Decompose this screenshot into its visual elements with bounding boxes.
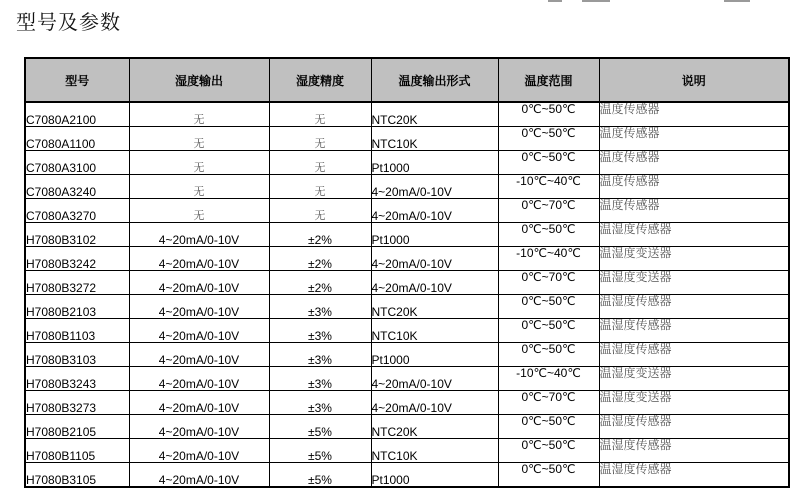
header-humidity-accuracy: 湿度精度: [269, 58, 371, 102]
cell-humidity-output: 4~20mA/0-10V: [129, 439, 269, 463]
cell-humidity-accuracy: ±2%: [269, 223, 371, 247]
cell-description: 温湿度传感器: [599, 319, 789, 343]
cell-temperature-output: NTC20K: [371, 295, 498, 319]
cell-humidity-output: 4~20mA/0-10V: [129, 367, 269, 391]
cell-model: H7080B3242: [25, 247, 129, 271]
cell-model: H7080B3272: [25, 271, 129, 295]
header-temperature-range: 温度范围: [498, 58, 599, 102]
cell-humidity-output: 4~20mA/0-10V: [129, 415, 269, 439]
cell-temperature-output: 4~20mA/0-10V: [371, 199, 498, 223]
cell-temperature-range: 0℃~70℃: [498, 199, 599, 223]
header-temperature-output: 温度输出形式: [371, 58, 498, 102]
cell-temperature-range: 0℃~50℃: [498, 223, 599, 247]
cell-description: 温湿度传感器: [599, 223, 789, 247]
table-row: [25, 247, 789, 271]
cell-temperature-range: 0℃~70℃: [498, 271, 599, 295]
cell-model: C7080A3100: [25, 151, 129, 175]
table-row: [25, 102, 789, 127]
cell-humidity-accuracy: 无: [269, 175, 371, 199]
cell-temperature-output: 4~20mA/0-10V: [371, 175, 498, 199]
cell-model: C7080A3240: [25, 175, 129, 199]
cell-humidity-output: 4~20mA/0-10V: [129, 223, 269, 247]
cell-description: 温湿度传感器: [599, 343, 789, 367]
cell-humidity-accuracy: 无: [269, 151, 371, 175]
cell-temperature-output: 4~20mA/0-10V: [371, 271, 498, 295]
table-row: [25, 223, 789, 247]
cell-temperature-output: NTC10K: [371, 319, 498, 343]
spec-table: [24, 57, 790, 488]
cell-humidity-output: 无: [129, 151, 269, 175]
cell-temperature-output: Pt1000: [371, 463, 498, 488]
header-description: 说明: [599, 58, 789, 102]
table-row: [25, 127, 789, 151]
table-row: [25, 463, 789, 488]
page-title: 型号及参数: [16, 10, 121, 34]
header-humidity-output: 湿度输出: [129, 58, 269, 102]
cell-humidity-output: 无: [129, 127, 269, 151]
table-row: [25, 415, 789, 439]
cell-temperature-output: 4~20mA/0-10V: [371, 367, 498, 391]
cell-humidity-accuracy: ±3%: [269, 295, 371, 319]
cell-model: H7080B1105: [25, 439, 129, 463]
cell-model: H7080B2105: [25, 415, 129, 439]
cell-temperature-range: 0℃~50℃: [498, 102, 599, 127]
table-row: [25, 295, 789, 319]
cell-humidity-accuracy: ±5%: [269, 415, 371, 439]
cell-model: H7080B3105: [25, 463, 129, 488]
cell-model: H7080B3273: [25, 391, 129, 415]
cell-description: 温度传感器: [599, 127, 789, 151]
table-row: [25, 391, 789, 415]
cell-humidity-output: 无: [129, 175, 269, 199]
cell-humidity-output: 4~20mA/0-10V: [129, 319, 269, 343]
table-row: [25, 319, 789, 343]
cell-temperature-range: 0℃~50℃: [498, 415, 599, 439]
cell-description: 温湿度变送器: [599, 367, 789, 391]
cell-model: H7080B3102: [25, 223, 129, 247]
cell-temperature-range: 0℃~50℃: [498, 127, 599, 151]
cell-humidity-accuracy: ±3%: [269, 343, 371, 367]
cell-humidity-accuracy: 无: [269, 199, 371, 223]
cell-temperature-output: Pt1000: [371, 151, 498, 175]
cell-temperature-range: -10℃~40℃: [498, 247, 599, 271]
cell-humidity-accuracy: ±3%: [269, 391, 371, 415]
cell-temperature-range: 0℃~50℃: [498, 439, 599, 463]
table-row: [25, 151, 789, 175]
cell-temperature-range: -10℃~40℃: [498, 367, 599, 391]
cell-model: H7080B1103: [25, 319, 129, 343]
cell-humidity-output: 无: [129, 199, 269, 223]
cell-humidity-output: 4~20mA/0-10V: [129, 271, 269, 295]
cell-humidity-output: 无: [129, 102, 269, 127]
table-header-row: [25, 58, 789, 102]
cell-temperature-output: Pt1000: [371, 343, 498, 367]
cell-temperature-output: Pt1000: [371, 223, 498, 247]
cell-description: 温度传感器: [599, 102, 789, 127]
table-row: [25, 199, 789, 223]
cell-temperature-output: NTC10K: [371, 127, 498, 151]
header-model: 型号: [25, 58, 129, 102]
cell-humidity-accuracy: 无: [269, 127, 371, 151]
cell-model: H7080B3243: [25, 367, 129, 391]
cell-humidity-accuracy: ±5%: [269, 463, 371, 488]
table-row: [25, 367, 789, 391]
cell-model: C7080A3270: [25, 199, 129, 223]
cell-temperature-range: 0℃~50℃: [498, 319, 599, 343]
cell-temperature-range: 0℃~50℃: [498, 343, 599, 367]
cell-model: H7080B2103: [25, 295, 129, 319]
cell-temperature-range: -10℃~40℃: [498, 175, 599, 199]
cell-humidity-output: 4~20mA/0-10V: [129, 343, 269, 367]
cell-humidity-accuracy: 无: [269, 102, 371, 127]
cell-humidity-accuracy: ±2%: [269, 271, 371, 295]
cell-temperature-range: 0℃~50℃: [498, 151, 599, 175]
cell-humidity-accuracy: ±5%: [269, 439, 371, 463]
cell-humidity-output: 4~20mA/0-10V: [129, 463, 269, 488]
cell-temperature-range: 0℃~70℃: [498, 391, 599, 415]
table-row: [25, 175, 789, 199]
cell-temperature-output: 4~20mA/0-10V: [371, 247, 498, 271]
cell-humidity-output: 4~20mA/0-10V: [129, 247, 269, 271]
cell-description: 温湿度传感器: [599, 439, 789, 463]
top-edge-mark: [582, 0, 610, 2]
cell-description: 温湿度变送器: [599, 391, 789, 415]
table-row: [25, 439, 789, 463]
cell-humidity-output: 4~20mA/0-10V: [129, 295, 269, 319]
top-edge-mark: [548, 0, 562, 2]
cell-description: 温湿度传感器: [599, 463, 789, 488]
cell-humidity-accuracy: ±3%: [269, 319, 371, 343]
cell-model: C7080A2100: [25, 102, 129, 127]
cell-humidity-accuracy: ±3%: [269, 367, 371, 391]
cell-humidity-output: 4~20mA/0-10V: [129, 391, 269, 415]
cell-model: C7080A1100: [25, 127, 129, 151]
top-edge-mark: [724, 0, 750, 2]
cell-temperature-range: 0℃~50℃: [498, 463, 599, 488]
cell-description: 温湿度变送器: [599, 247, 789, 271]
cell-temperature-output: 4~20mA/0-10V: [371, 391, 498, 415]
cell-description: 温度传感器: [599, 175, 789, 199]
cell-temperature-output: NTC10K: [371, 439, 498, 463]
cell-description: 温度传感器: [599, 151, 789, 175]
cell-description: 温度传感器: [599, 199, 789, 223]
table-row: [25, 343, 789, 367]
cell-description: 温湿度传感器: [599, 295, 789, 319]
table-row: [25, 271, 789, 295]
cell-temperature-range: 0℃~50℃: [498, 295, 599, 319]
cell-model: H7080B3103: [25, 343, 129, 367]
cell-description: 温湿度变送器: [599, 271, 789, 295]
cell-humidity-accuracy: ±2%: [269, 247, 371, 271]
cell-temperature-output: NTC20K: [371, 102, 498, 127]
cell-temperature-output: NTC20K: [371, 415, 498, 439]
cell-description: 温湿度传感器: [599, 415, 789, 439]
